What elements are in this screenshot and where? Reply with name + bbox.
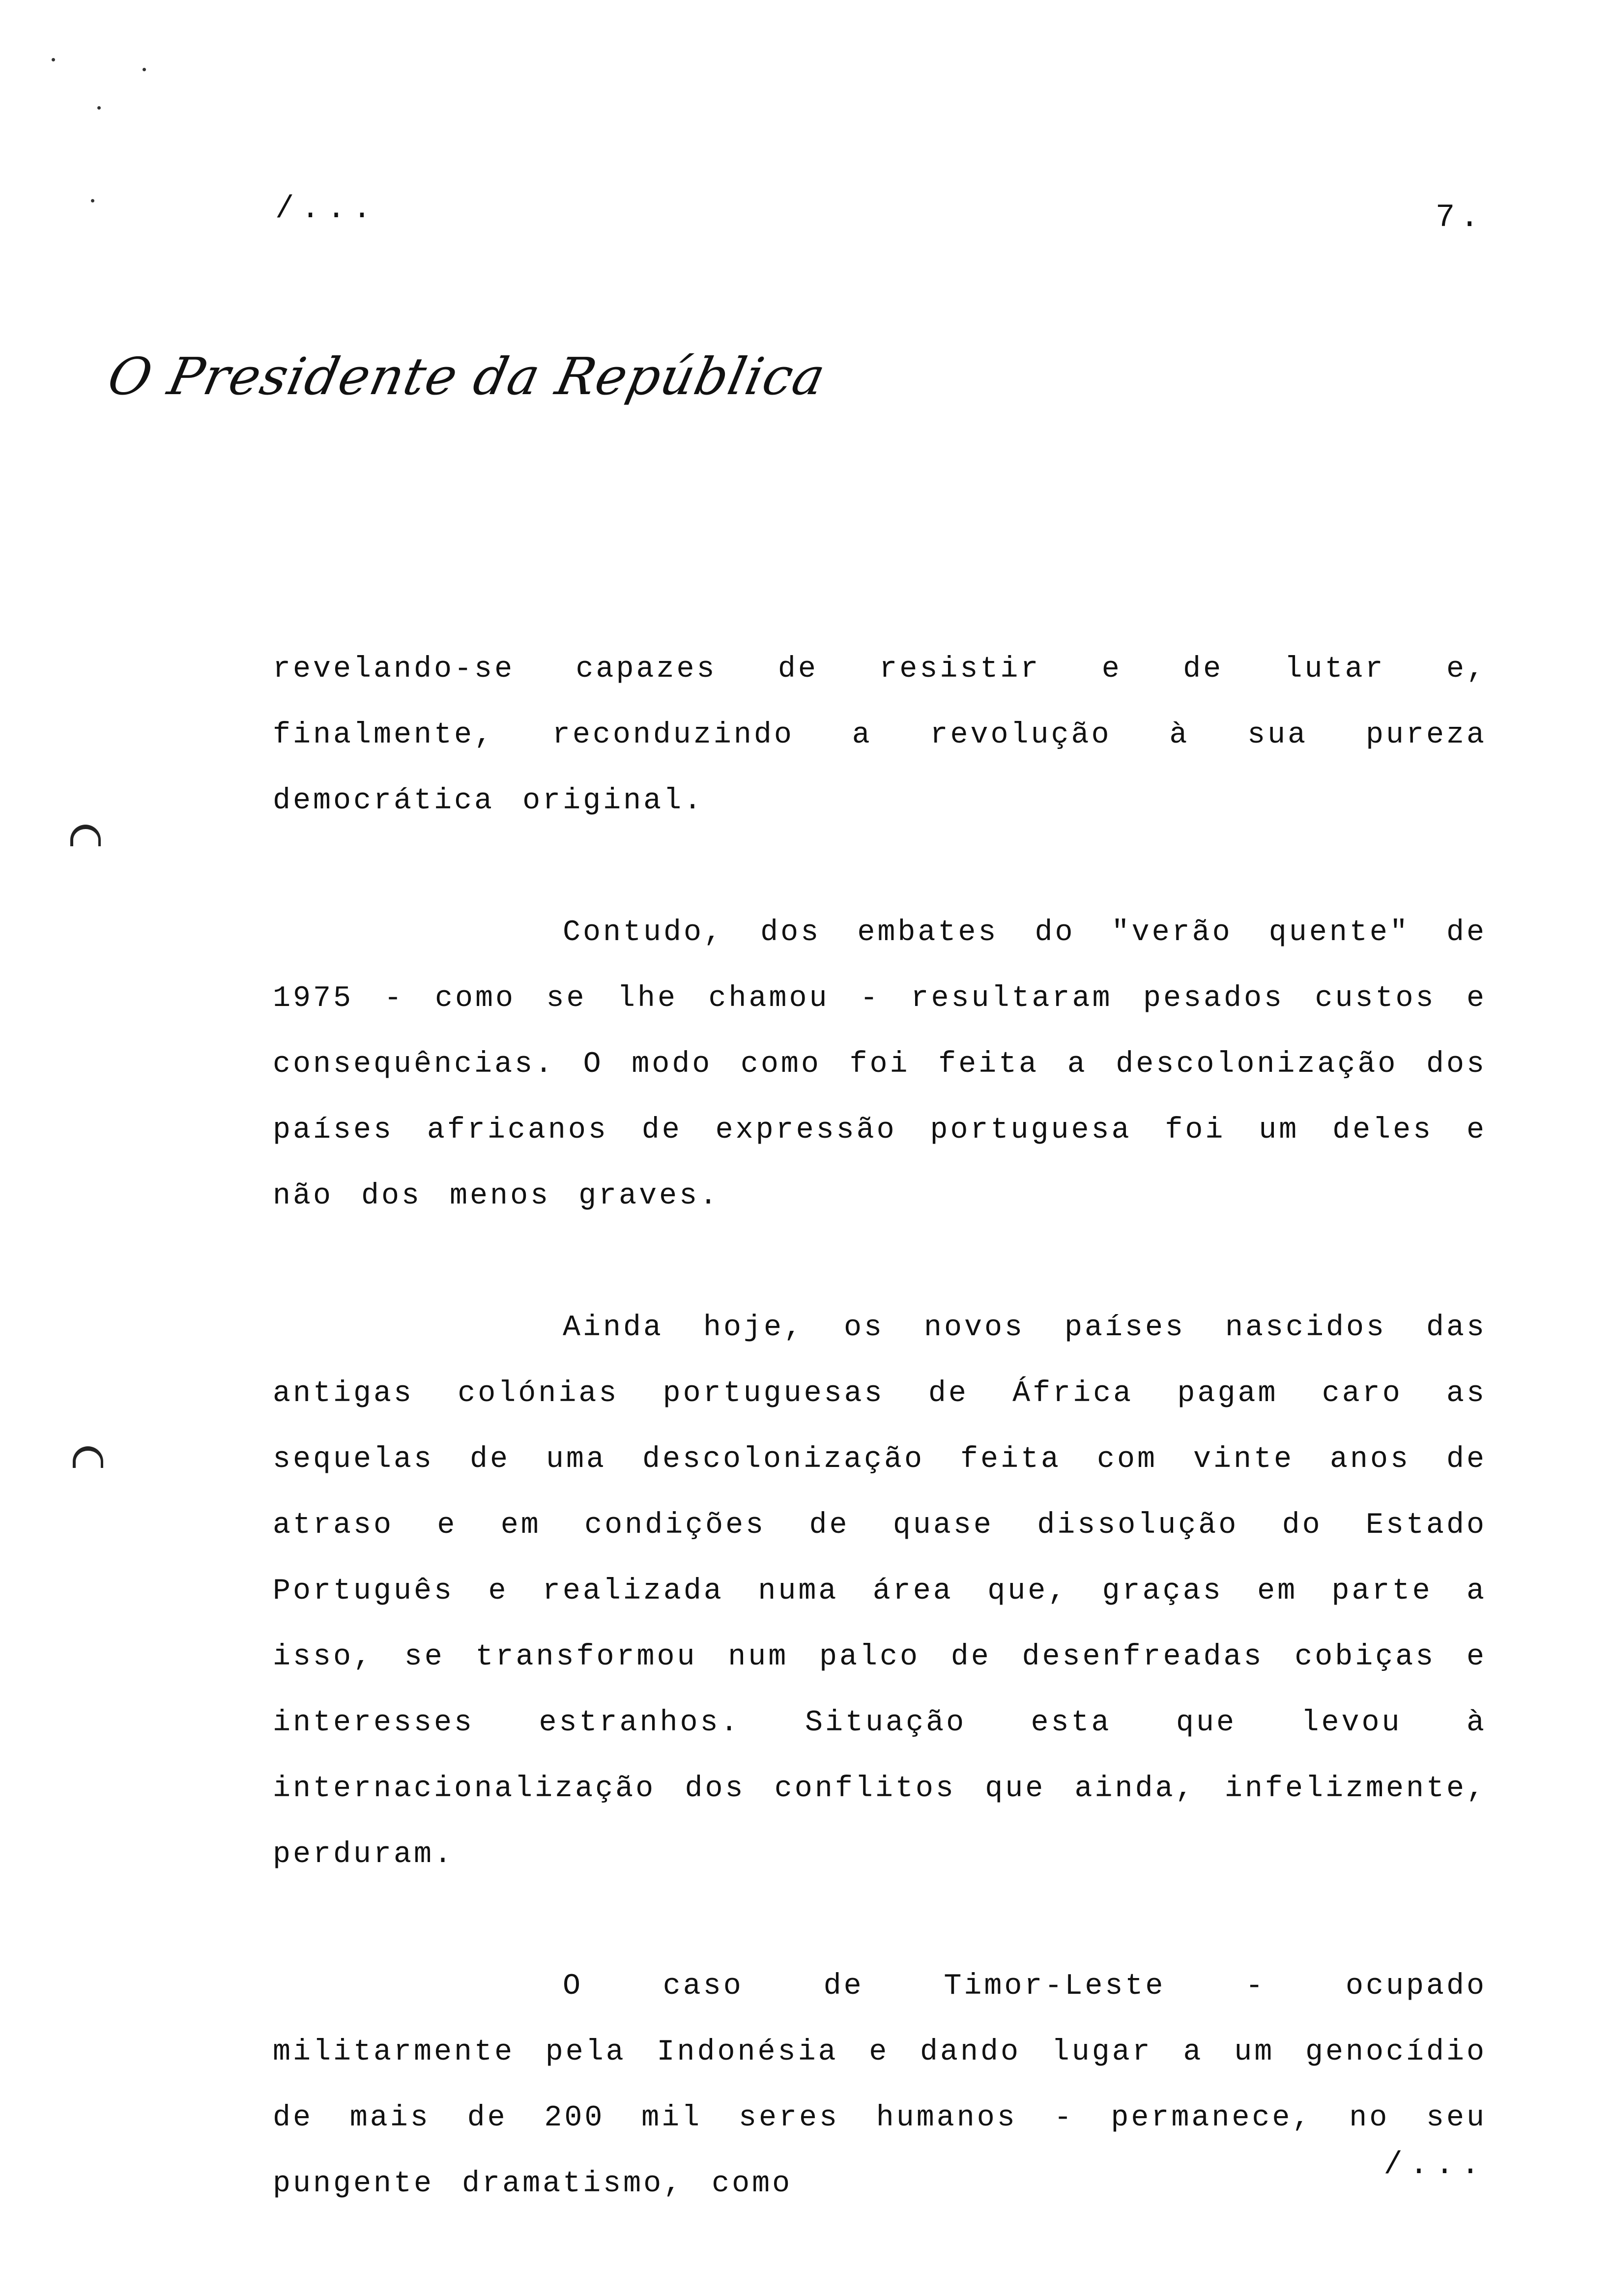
paragraph: Contudo, dos embates do "verão quente" de 1975 - como se lhe chamou - resultaram pesados custos e consequências. O modo como foi feita a descolonização dos países africanos de expressão portuguesa foi um deles e não dos menos graves. [273,916,1487,1213]
page-number: 7. [1435,199,1484,236]
margin-bracket-mark [70,825,101,846]
scan-speck [52,58,55,61]
body-text [273,636,1487,2283]
scan-speck [143,68,146,71]
margin-bracket-mark [73,1446,103,1468]
letterhead-title: O Presidente da República [103,346,832,406]
paragraph: revelando-se capazes de resistir e de lutar e, finalmente, reconduzindo a revolução à sua pureza democrática original. [273,653,1487,818]
top-continuation-marker: /... [275,192,378,227]
paragraph: Ainda hoje, os novos países nascidos das antigas colónias portuguesas de África pagam caro as sequelas de uma descolonização feita com vinte anos de atraso e em condições de quase dissolução do Estado Português e realizada numa área que, graças em parte a isso, se transformou num palco de desenfreadas cobiças e interesses estranhos. Situação esta que levou à internacionalização dos conflitos que ainda, infelizmente, perduram. [273,1311,1487,1871]
paragraph: O caso de Timor-Leste - ocupado militarmente pela Indonésia e dando lugar a um genocídio de mais de 200 mil seres humanos - permanece, no seu pungente dramatismo, como [273,1970,1487,2201]
scan-speck [97,106,101,110]
bottom-continuation-marker: /... [1383,2148,1487,2183]
scan-speck [91,199,94,202]
